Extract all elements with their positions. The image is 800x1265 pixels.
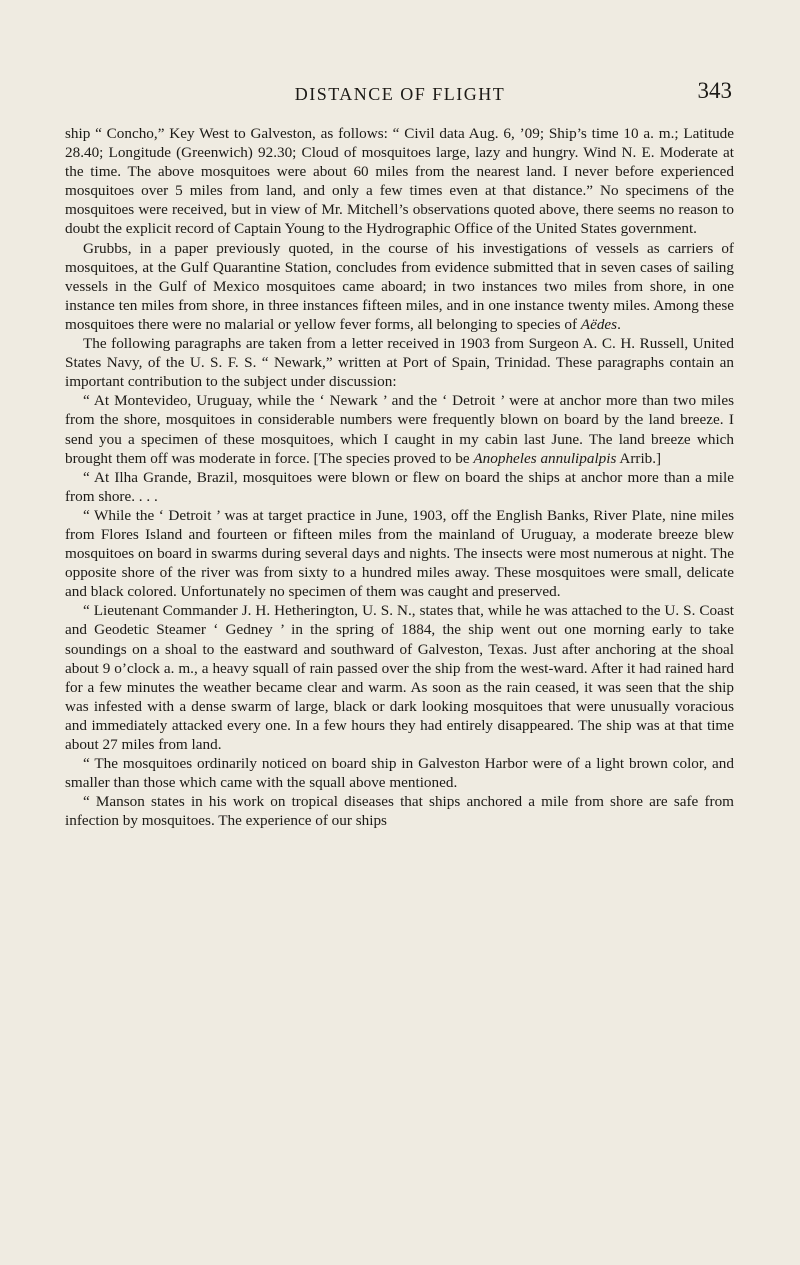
paragraph: ship “ Concho,” Key West to Galveston, as follows: “ Civil data Aug. 6, ’09; Ship’s time 10 a. m.; Latitude 28.40; Longitude (Greenwich) 92.30; Cloud of mosquitoes large, lazy and hungry. Wind N. E. Moderate at the time. The above mosquitoes were about 60 miles from the nearest land. I never before experienced mosquitoes over 5 miles from land, and only a few times even at that distance.” No specimens of the mosquitoes were received, but in view of Mr. Mitchell’s observations quoted above, there seems no reason to doubt the explicit record of Captain Young to the Hydrographic Office of the United States government. <box>65 125 734 238</box>
running-title: DISTANCE OF FLIGHT <box>294 84 506 104</box>
paragraph: “ The mosquitoes ordinarily noticed on board ship in Galveston Harbor were of a light brown color, and smaller than those which came with the squall above mentioned. <box>65 755 734 792</box>
paragraph: “ At Montevideo, Uruguay, while the ‘ Newark ’ and the ‘ Detroit ’ were at anchor more than two miles from the shore, mosquitoes in considerable numbers were frequently blown on board by the land breeze. I send you a specimen of these mosquitoes, which I caught in my cabin last June. The land breeze which brought them off was moderate in force. [The species proved to be Anopheles annulipalpis Arrib.] <box>65 392 734 467</box>
paragraph: “ At Ilha Grande, Brazil, mosquitoes were blown or flew on board the ships at anchor more than a mile from shore. . . . <box>65 468 734 505</box>
running-head <box>0 78 800 108</box>
paragraph: “ While the ‘ Detroit ’ was at target practice in June, 1903, off the English Banks, River Plate, nine miles from Flores Island and fourteen or fifteen miles from the mainland of Uruguay, a moderate breeze blew mosquitoes on board in swarms during several days and nights. The insects were most numerous at night. The opposite shore of the river was from sixty to a hundred miles away. These mosquitoes were small, delicate and black colored. Unfortunately no specimen of them was caught and preserved. <box>65 506 734 601</box>
paragraph: “ Lieutenant Commander J. H. Hetherington, U. S. N., states that, while he was attached to the U. S. Coast and Geodetic Steamer ‘ Gedney ’ in the spring of 1884, the ship went out one morning early to take soundings on a shoal to the eastward and southward of Galveston, Texas. Just after anchoring at the shoal about 9 o’clock a. m., a heavy squall of rain passed over the ship from the west-ward. After it had rained hard for a few minutes the weather became clear and warm. As soon as the rain ceased, it was seen that the ship was infested with a dense swarm of large, black or dark looking mosquitoes that were unusually voracious and immediately attacked every one. In a few hours they had entirely disappeared. The ship was at that time about 27 miles from land. <box>65 602 734 753</box>
paragraph: “ Manson states in his work on tropical diseases that ships anchored a mile from shore are safe from infection by mosquitoes. The experience of our ships <box>65 793 734 830</box>
body-text <box>65 124 734 830</box>
paragraph: Grubbs, in a paper previously quoted, in the course of his investigations of vessels as carriers of mosquitoes, at the Gulf Quarantine Station, concludes from evidence submitted that in seven cases of sailing vessels in the Gulf of Mexico mosquitoes came aboard; in two instances two miles from shore, in one instance ten miles from shore, in three instances fifteen miles, and in one instance twenty miles. Among these mosquitoes there were no malarial or yellow fever forms, all belonging to species of Aëdes. <box>65 239 734 333</box>
page-number: 343 <box>697 78 732 103</box>
paragraph: The following paragraphs are taken from a letter received in 1903 from Surgeon A. C. H. Russell, United States Navy, of the U. S. F. S. “ Newark,” written at Port of Spain, Trinidad. These paragraphs contain an important contribution to the subject under discussion: <box>65 335 734 391</box>
